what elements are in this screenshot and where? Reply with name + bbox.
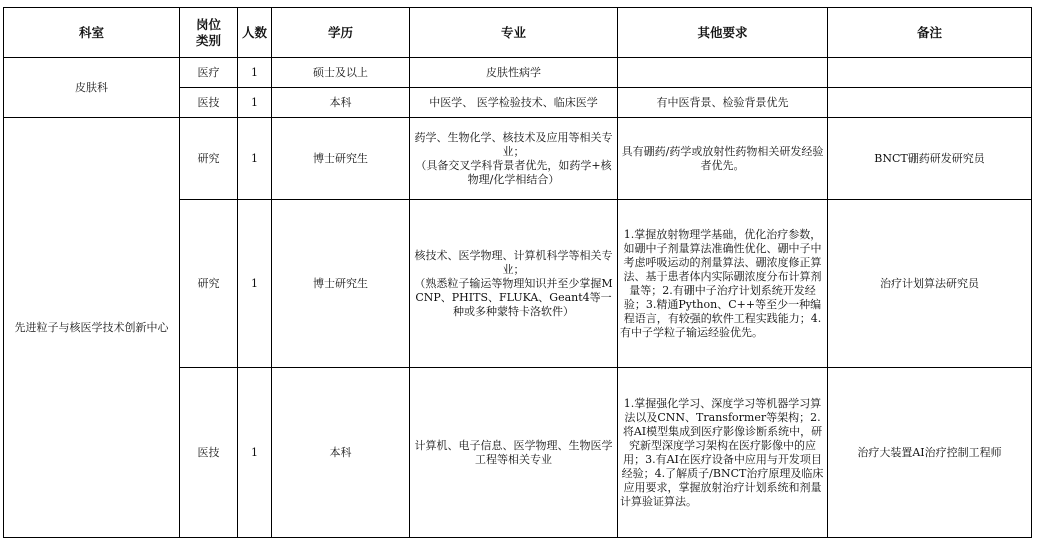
header-type-line1: 岗位 [195, 16, 221, 32]
type-cell: 医技 [180, 88, 238, 118]
count-cell: 1 [238, 58, 272, 88]
edu-cell: 硕士及以上 [272, 58, 410, 88]
type-cell: 医技 [180, 368, 238, 538]
count-cell: 1 [238, 368, 272, 538]
other-cell: 具有硼药/药学或放射性药物相关研发经验者优先。 [618, 118, 828, 200]
other-cell: 有中医背景、检验背景优先 [618, 88, 828, 118]
edu-cell: 本科 [272, 368, 410, 538]
major-line: 核技术、医学物理、计算机科学等相关专业； [414, 248, 613, 276]
recruitment-table [3, 7, 1032, 538]
header-edu: 学历 [272, 8, 410, 58]
note-cell: 治疗大装置AI治疗控制工程师 [828, 368, 1032, 538]
count-cell: 1 [238, 88, 272, 118]
header-type-line2: 类别 [195, 32, 221, 48]
major-line: （熟悉粒子输运等物理知识并至少掌握MCNP、PHITS、FLUKA、Geant4等一种或多种蒙特卡洛软件） [414, 276, 613, 318]
major-cell [410, 118, 618, 200]
type-cell: 研究 [180, 118, 238, 200]
other-cell [618, 58, 828, 88]
header-count: 人数 [238, 8, 272, 58]
major-cell: 皮肤性病学 [410, 58, 618, 88]
edu-cell: 博士研究生 [272, 118, 410, 200]
major-line: 药学、生物化学、核技术及应用等相关专业； [414, 130, 613, 158]
note-cell: 治疗计划算法研究员 [828, 200, 1032, 368]
note-cell [828, 58, 1032, 88]
type-cell: 医疗 [180, 58, 238, 88]
count-cell: 1 [238, 200, 272, 368]
note-cell [828, 88, 1032, 118]
header-dept: 科室 [4, 8, 180, 58]
major-cell: 中医学、 医学检验技术、临床医学 [410, 88, 618, 118]
edu-cell: 博士研究生 [272, 200, 410, 368]
table-row [4, 58, 1032, 88]
other-cell: 1.掌握放射物理学基础，优化治疗参数，如硼中子剂量算法准确性优化、硼中子中考虑呼吸运动的剂量算法、硼浓度修正算法、基于患者体内实际硼浓度分布计算剂量等；2.有硼中子治疗计划系统开发经验；3.精通Python、C++等至少一种编程语言，有较强的软件工程实践能力；4.有中子学粒子输运经验优先。 [618, 200, 828, 368]
other-cell: 1.掌握强化学习、深度学习等机器学习算法以及CNN、Transformer等架构；2.将AI模型集成到医疗影像诊断系统中，研究新型深度学习架构在医疗影像中的应用；3.有AI在医疗设备中应用与开发项目经验；4.了解质子/BNCT治疗原理及临床应用要求，掌握放射治疗计划系统和剂量计算验证算法。 [618, 368, 828, 538]
header-other: 其他要求 [618, 8, 828, 58]
header-type [180, 8, 238, 58]
header-note: 备注 [828, 8, 1032, 58]
dept-cell-center: 先进粒子与核医学技术创新中心 [4, 118, 180, 538]
major-cell: 计算机、电子信息、医学物理、生物医学工程等相关专业 [410, 368, 618, 538]
type-cell: 研究 [180, 200, 238, 368]
header-major: 专业 [410, 8, 618, 58]
count-cell: 1 [238, 118, 272, 200]
table-row [4, 118, 1032, 200]
major-cell [410, 200, 618, 368]
edu-cell: 本科 [272, 88, 410, 118]
dept-cell-derm: 皮肤科 [4, 58, 180, 118]
note-cell: BNCT硼药研发研究员 [828, 118, 1032, 200]
major-line: （具备交叉学科背景者优先，如药学+核物理/化学相结合） [415, 158, 612, 186]
header-row [4, 8, 1032, 58]
